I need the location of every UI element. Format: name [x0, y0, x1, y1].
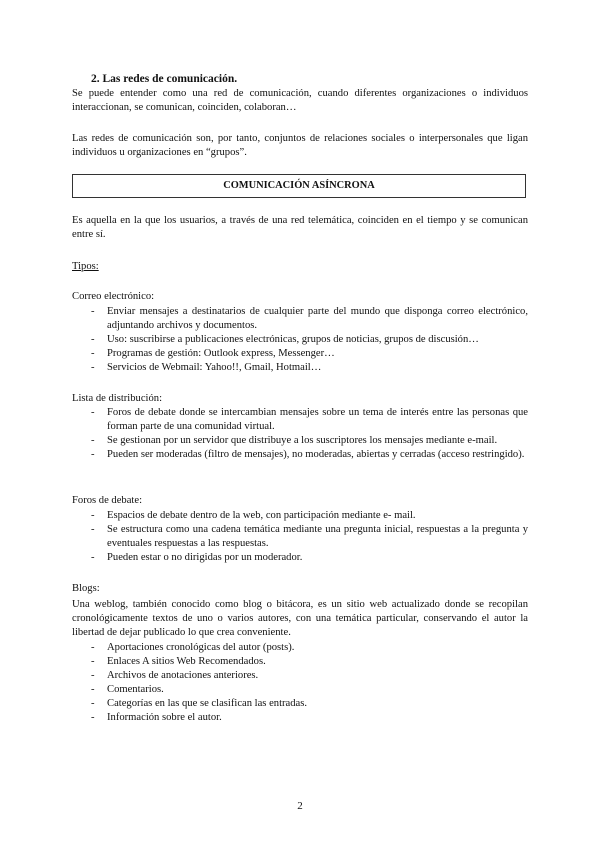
list-item: - Pueden estar o no dirigidas por un moderador. [91, 552, 303, 563]
page-number: 2 [297, 800, 303, 812]
list-item: - Programas de gestión: Outlook express, Messenger… [91, 348, 335, 359]
bullet-dash: - [91, 670, 95, 681]
list-item: - Se estructura como una cadena temática mediante una pregunta inicial, respuestas a la pregunta y eventuales respuestas a las respuestas. [91, 524, 528, 549]
bullet-dash: - [91, 362, 95, 373]
list-item: - Información sobre el autor. [91, 712, 222, 723]
list-item: - Se gestionan por un servidor que distribuye a los suscriptores los mensajes mediante e-mail. [91, 435, 498, 446]
list-item: - Aportaciones cronológicas del autor (posts). [91, 642, 295, 653]
list-item: - Comentarios. [91, 684, 164, 695]
bullet-dash: - [91, 642, 95, 653]
blogs-label: Blogs: [72, 583, 100, 594]
list-item: - Archivos de anotaciones anteriores. [91, 670, 259, 681]
intro-paragraph: Se puede entender como una red de comunicación, cuando diferentes organizaciones o individuos interaccionan, se comunican, coinciden, colaboran… [72, 88, 528, 113]
group-label-email: Correo electrónico: [72, 291, 155, 302]
bullet-dash: - [91, 684, 95, 695]
bullet-dash: - [91, 656, 95, 667]
list-item: - Uso: suscribirse a publicaciones electrónicas, grupos de noticias, grupos de discusión… [91, 334, 479, 345]
list-item: - Pueden ser moderadas (filtro de mensajes), no moderadas, abiertas y cerradas (acceso restringido). [91, 449, 525, 460]
bullet-dash: - [91, 510, 95, 521]
list-item: - Servicios de Webmail: Yahoo!!, Gmail, Hotmail… [91, 362, 322, 373]
bullet-dash: - [91, 449, 95, 460]
asynchronous-definition: Es aquella en la que los usuarios, a través de una red telemática, coinciden en el tiempo y se comunican entre sí. [72, 215, 528, 240]
bullet-dash: - [91, 712, 95, 723]
bullet-dash: - [91, 435, 95, 446]
tipos-label: Tipos: [72, 261, 99, 272]
list-item: - Enlaces A sitios Web Recomendados. [91, 656, 266, 667]
blogs-list [72, 641, 528, 725]
email-list [72, 305, 528, 375]
bullet-dash: - [91, 698, 95, 709]
definition-paragraph: Las redes de comunicación son, por tanto, conjuntos de relaciones sociales o interpersonales que ligan individuos u organizaciones en “grupos”. [72, 133, 528, 158]
bullet-dash: - [91, 524, 95, 535]
bullet-dash: - [91, 334, 95, 345]
group-label-forums: Foros de debate: [72, 495, 143, 506]
distribution-list [72, 406, 528, 462]
boxed-title-text: COMUNICACIÓN ASÍNCRONA [223, 180, 375, 191]
list-item: - Categorías en las que se clasifican las entradas. [91, 698, 308, 709]
bullet-dash: - [91, 348, 95, 359]
group-label-distribution: Lista de distribución: [72, 393, 163, 404]
blogs-description: Una weblog, también conocido como blog o bitácora, es un sitio web actualizado donde se recopilan cronológicamente textos de uno o varios autores, con una temática particular, conservando el autor la libertad de dejar publicado lo que crea conveniente. [72, 599, 528, 638]
bullet-dash: - [91, 306, 95, 317]
list-item: - Enviar mensajes a destinatarios de cualquier parte del mundo que disponga correo electrónico, adjuntando archivos y documentos. [91, 306, 528, 331]
bullet-dash: - [91, 407, 95, 418]
boxed-title [72, 174, 526, 198]
section-heading: 2. Las redes de comunicación. [91, 73, 238, 85]
bullet-dash: - [91, 552, 95, 563]
list-item: - Foros de debate donde se intercambian mensajes sobre un tema de interés entre las personas que forman parte de una comunidad virtual. [91, 407, 528, 432]
forums-list [72, 509, 528, 565]
list-item: - Espacios de debate dentro de la web, con participación mediante e- mail. [91, 510, 416, 521]
